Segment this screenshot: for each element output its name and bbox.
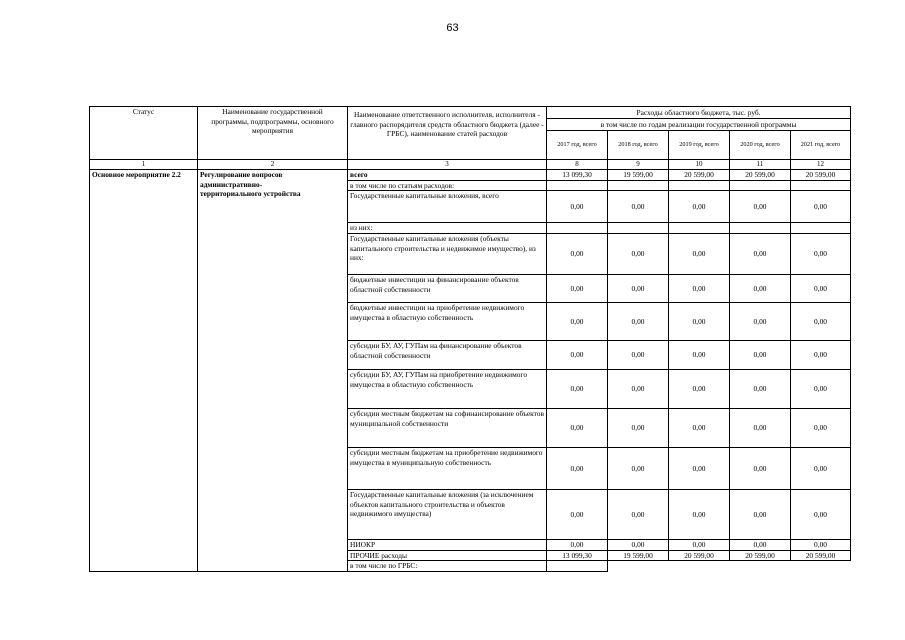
header-executor: Наименование ответственного исполнителя, исполнителя - главного распорядителя средств областного бюджета (далее - ГРБС), наименование статей расходов [348, 107, 547, 160]
row-value: 0,00 [608, 233, 669, 274]
column-number: 3 [348, 160, 547, 170]
row-value: 0,00 [791, 302, 851, 340]
row-value: 0,00 [547, 369, 608, 408]
row-name: в том числе по статьям расходов: [348, 180, 547, 191]
row-value: 20 599,00 [669, 170, 730, 181]
row-value: 0,00 [547, 408, 608, 447]
row-value: 19 599,00 [608, 550, 669, 561]
row-value: 0,00 [669, 369, 730, 408]
row-value: 0,00 [730, 340, 791, 369]
row-name: бюджетные инвестиции на финансирование объектов областной собственности [348, 274, 547, 302]
row-value: 0,00 [547, 191, 608, 223]
row-value: 0,00 [608, 369, 669, 408]
row-name: Государственные капитальные вложения (объекты капитального строительства и недвижимое имущество), из них: [348, 233, 547, 274]
column-number: 11 [730, 160, 791, 170]
row-value: 0,00 [547, 302, 608, 340]
row-value: 0,00 [608, 447, 669, 489]
row-value: 0,00 [608, 191, 669, 223]
row-value: 0,00 [791, 233, 851, 274]
row-value [547, 561, 608, 572]
row-value: 0,00 [669, 233, 730, 274]
row-value: 20 599,00 [730, 170, 791, 181]
column-number: 2 [198, 160, 348, 170]
row-value: 0,00 [547, 340, 608, 369]
row-value: 0,00 [791, 539, 851, 550]
header-status: Статус [90, 107, 198, 160]
row-name: в том числе по ГРБС: [348, 561, 547, 572]
row-value: 0,00 [730, 369, 791, 408]
row-value: 13 099,30 [547, 550, 608, 561]
table-row [90, 170, 851, 181]
row-value: 0,00 [730, 539, 791, 550]
row-value: 0,00 [608, 408, 669, 447]
row-name: бюджетные инвестиции на приобретение недвижимого имущества в областную собственность [348, 302, 547, 340]
row-value: 0,00 [608, 539, 669, 550]
row-value: 0,00 [669, 489, 730, 539]
row-value: 0,00 [608, 302, 669, 340]
budget-table [89, 106, 851, 572]
row-name: из них: [348, 223, 547, 234]
row-value: 0,00 [547, 447, 608, 489]
header-year-2018: 2018 год, всего [608, 131, 669, 160]
column-number: 10 [669, 160, 730, 170]
header-expenses: Расходы областного бюджета, тыс. руб. [547, 107, 851, 119]
row-value: 0,00 [547, 233, 608, 274]
row-value: 0,00 [791, 369, 851, 408]
row-value: 0,00 [547, 489, 608, 539]
row-value: 0,00 [669, 539, 730, 550]
row-name: всего [348, 170, 547, 181]
row-value: 19 599,00 [608, 170, 669, 181]
status-cell: Основное мероприятие 2.2 [90, 170, 198, 572]
row-value: 0,00 [547, 274, 608, 302]
row-value [791, 561, 851, 572]
row-value: 0,00 [669, 447, 730, 489]
header-program-name: Наименование государственной программы, подпрограммы, основного мероприятия [198, 107, 348, 160]
row-value: 0,00 [791, 408, 851, 447]
row-value: 0,00 [791, 340, 851, 369]
header-by-years: в том числе по годам реализации государственной программы [547, 119, 851, 131]
row-value: 20 599,00 [669, 550, 730, 561]
row-value: 0,00 [669, 408, 730, 447]
row-value [547, 180, 608, 191]
row-value: 20 599,00 [730, 550, 791, 561]
row-value: 0,00 [730, 302, 791, 340]
row-value: 0,00 [730, 447, 791, 489]
row-value [669, 180, 730, 191]
row-value: 0,00 [608, 340, 669, 369]
column-number: 12 [791, 160, 851, 170]
row-value [730, 180, 791, 191]
row-value: 0,00 [730, 489, 791, 539]
row-value [730, 561, 791, 572]
row-value: 0,00 [669, 340, 730, 369]
row-value: 0,00 [608, 489, 669, 539]
page-number: 63 [446, 22, 459, 34]
row-value: 0,00 [608, 274, 669, 302]
column-number: 8 [547, 160, 608, 170]
column-number: 9 [608, 160, 669, 170]
row-value [608, 561, 669, 572]
row-value: 0,00 [730, 191, 791, 223]
row-name: ПРОЧИЕ расходы [348, 550, 547, 561]
row-value: 0,00 [791, 274, 851, 302]
row-value: 0,00 [791, 489, 851, 539]
row-value: 0,00 [730, 233, 791, 274]
row-name: субсидии местным бюджетам на приобретение недвижимого имущества в муниципальную собственность [348, 447, 547, 489]
row-value [608, 180, 669, 191]
row-name: субсидии БУ, АУ, ГУПам на приобретение недвижимого имущества в областную собственность [348, 369, 547, 408]
row-value [669, 223, 730, 234]
row-value: 13 099,30 [547, 170, 608, 181]
row-value: 0,00 [547, 539, 608, 550]
row-value: 0,00 [730, 274, 791, 302]
header-year-2020: 2020 год, всего [730, 131, 791, 160]
header-year-2021: 2021 год, всего [791, 131, 851, 160]
row-name: субсидии местным бюджетам на софинансирование объектов муниципальной собственности [348, 408, 547, 447]
row-value: 0,00 [669, 191, 730, 223]
row-value: 20 599,00 [791, 170, 851, 181]
row-value: 0,00 [669, 274, 730, 302]
row-value [547, 223, 608, 234]
row-value [791, 180, 851, 191]
row-value [791, 223, 851, 234]
row-value: 20 599,00 [791, 550, 851, 561]
header-year-2017: 2017 год, всего [547, 131, 608, 160]
program-cell: Регулирование вопросов административно-территориального устройства [198, 170, 348, 572]
row-value [608, 223, 669, 234]
row-value: 0,00 [791, 191, 851, 223]
row-value [730, 223, 791, 234]
header-year-2019: 2019 год, всего [669, 131, 730, 160]
row-name: НИОКР [348, 539, 547, 550]
row-value: 0,00 [791, 447, 851, 489]
row-name: Государственные капитальные вложения, всего [348, 191, 547, 223]
row-name: Государственные капитальные вложения (за исключением объектов капитального строительства и объектов недвижимого имущества) [348, 489, 547, 539]
row-value [669, 561, 730, 572]
row-value: 0,00 [669, 302, 730, 340]
row-name: субсидии БУ, АУ, ГУПам на финансирование объектов областной собственности [348, 340, 547, 369]
column-number: 1 [90, 160, 198, 170]
row-value: 0,00 [730, 408, 791, 447]
